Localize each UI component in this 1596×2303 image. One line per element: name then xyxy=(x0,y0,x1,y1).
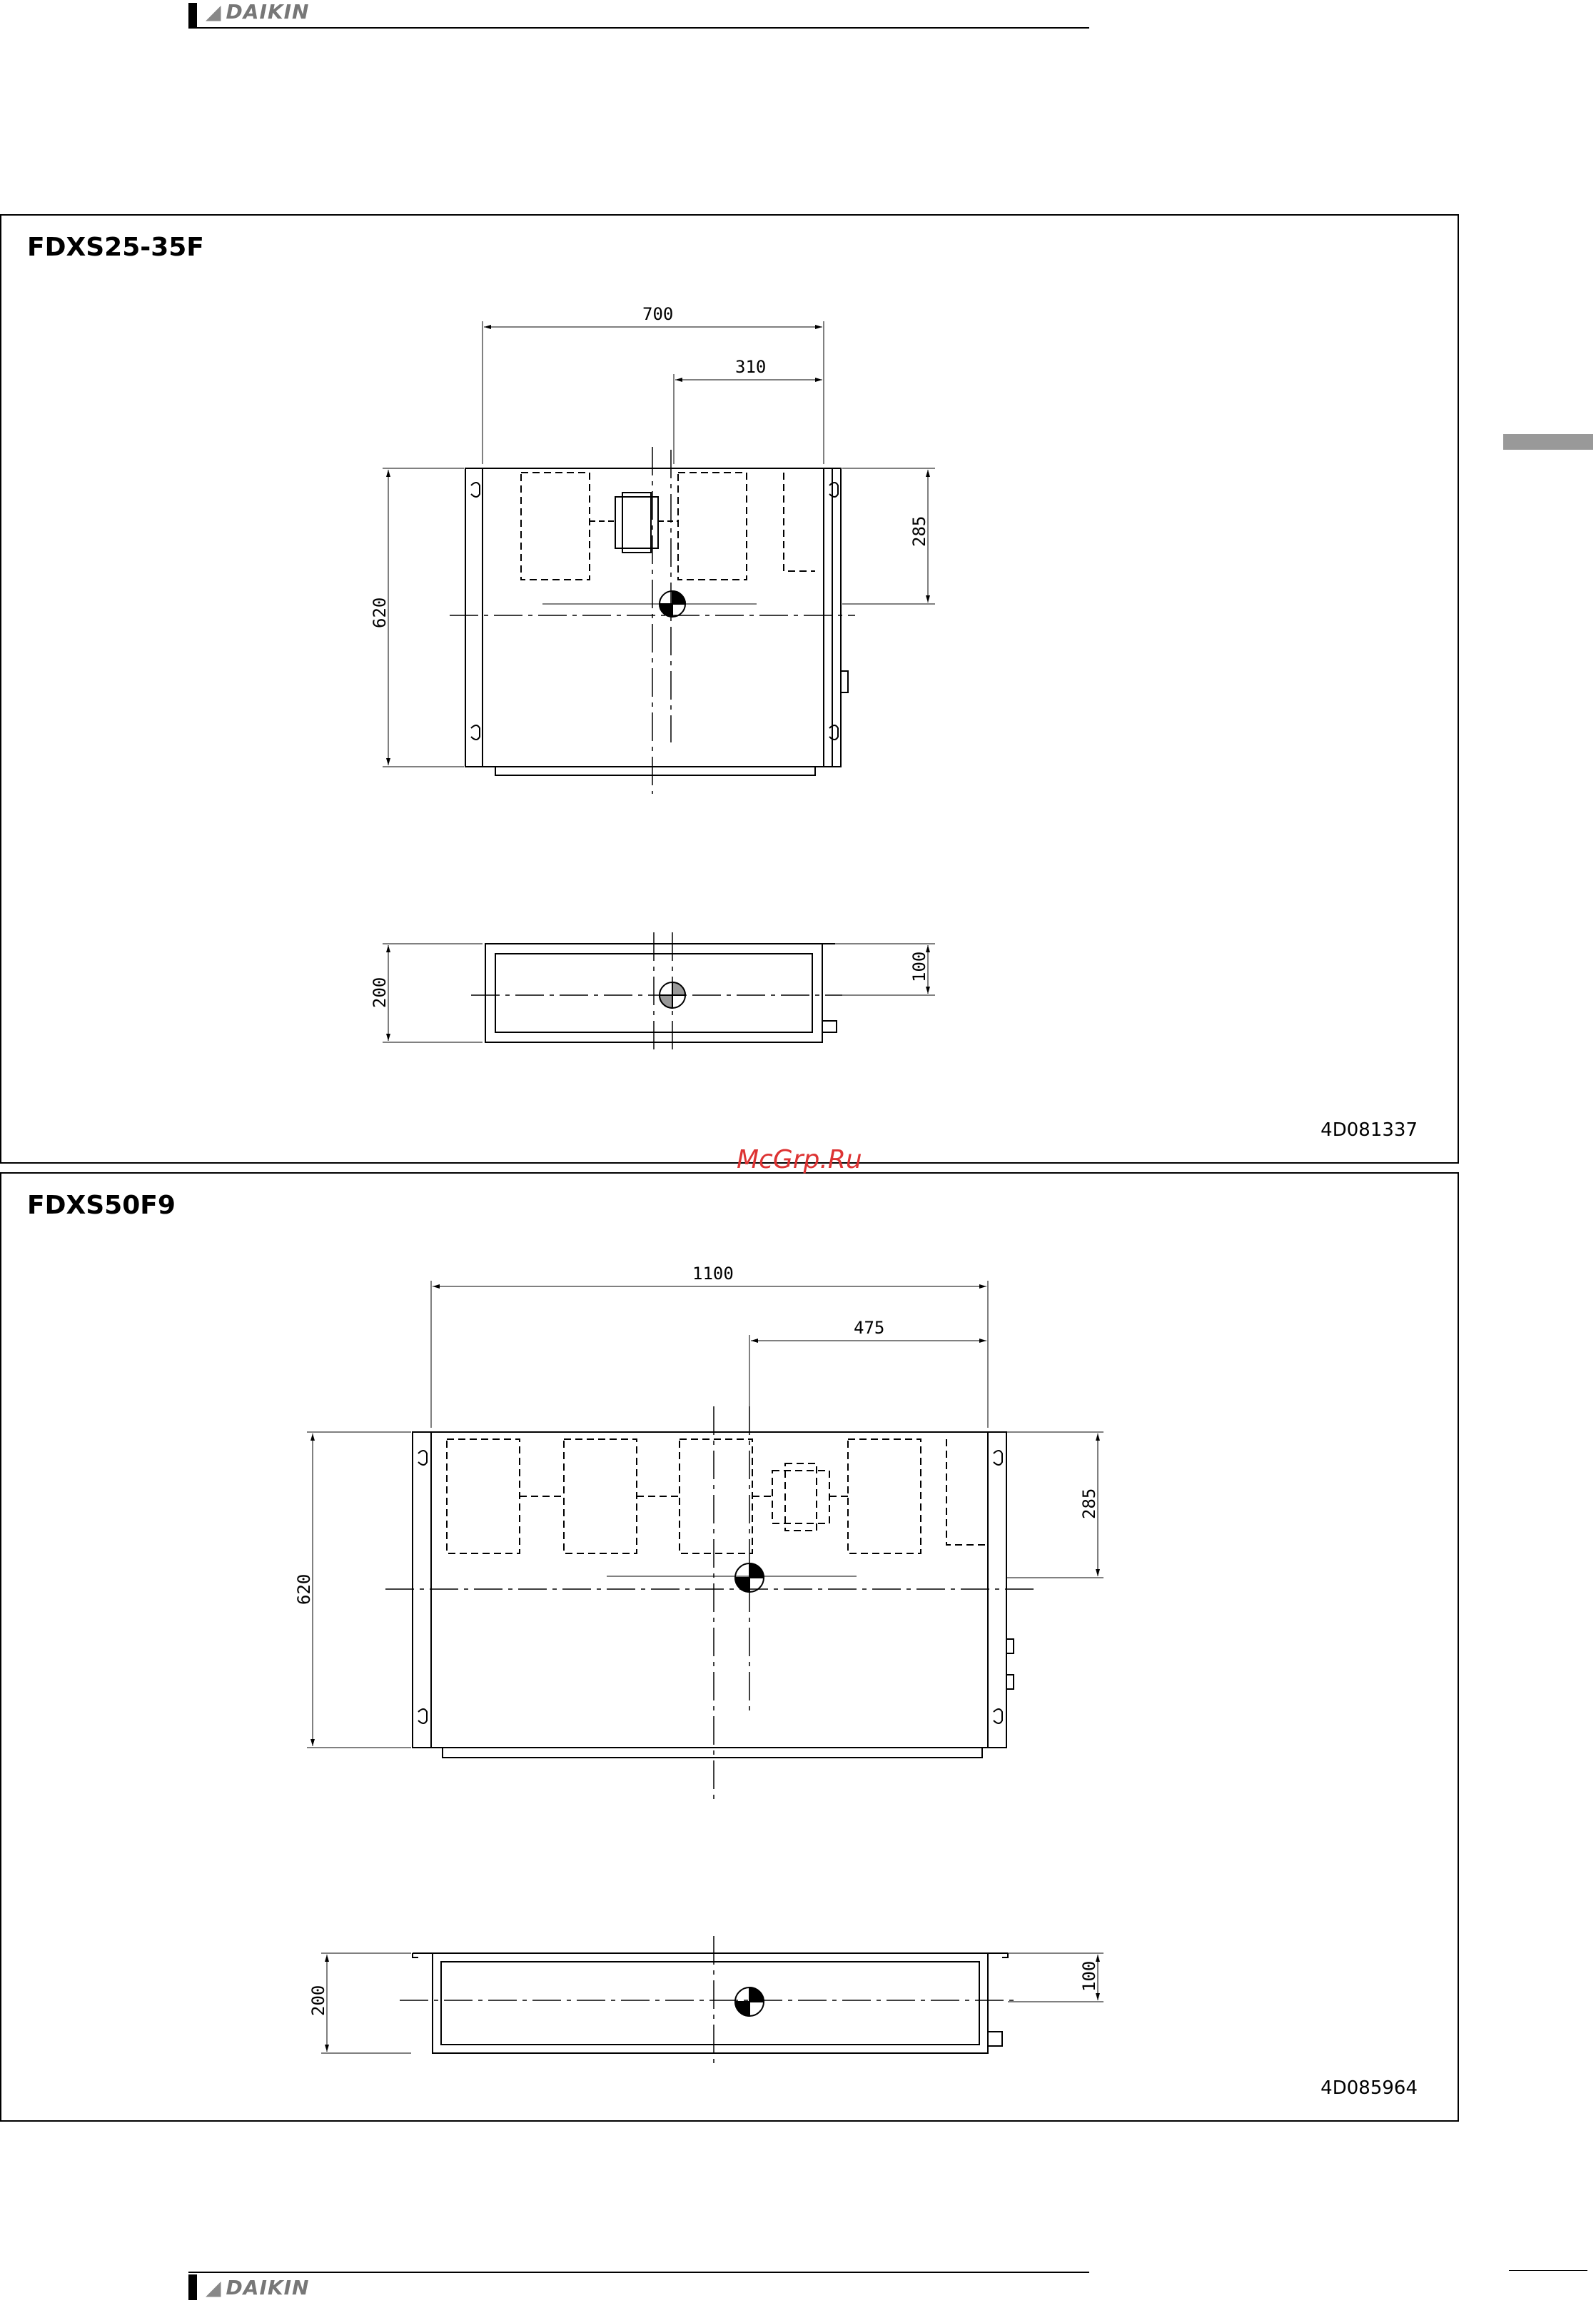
p2-side-view xyxy=(321,1936,1103,2063)
footer-bar-mark xyxy=(188,2274,197,2300)
panel-title: FDXS25-35F xyxy=(27,233,204,262)
dim-offset-label: 475 xyxy=(854,1318,885,1338)
dim-width-label: 700 xyxy=(642,304,674,324)
p1-side-view xyxy=(383,932,935,1049)
dim-center-label: 285 xyxy=(1079,1488,1099,1519)
p2-top-view xyxy=(307,1281,1103,1799)
dim-mid-height-label: 100 xyxy=(1079,1960,1099,1992)
footer-brand: DAIKIN xyxy=(226,2276,310,2299)
header-brand: DAIKIN xyxy=(226,0,310,24)
drawing-number: 4D081337 xyxy=(1320,1119,1418,1141)
daikin-logo-icon: ◢ xyxy=(206,2276,222,2299)
dim-depth-label: 620 xyxy=(370,597,390,628)
footer-logo xyxy=(206,2276,309,2299)
panel-title: FDXS50F9 xyxy=(27,1191,176,1220)
dim-center-label: 285 xyxy=(909,515,929,547)
dim-height-label: 200 xyxy=(370,977,390,1008)
dim-height-label: 200 xyxy=(308,1985,328,2016)
drawing-number: 4D085964 xyxy=(1320,2077,1418,2099)
footer-side-rule xyxy=(1509,2270,1587,2271)
daikin-logo-icon: ◢ xyxy=(206,0,222,24)
watermark-text: McGrp.Ru xyxy=(737,1145,862,1174)
footer-rule xyxy=(188,2272,1089,2273)
dim-mid-height-label: 100 xyxy=(909,951,929,982)
p1-top-view xyxy=(383,321,935,794)
dim-offset-label: 310 xyxy=(735,357,767,377)
dim-depth-label: 620 xyxy=(294,1573,314,1605)
dim-width-label: 1100 xyxy=(692,1264,734,1284)
